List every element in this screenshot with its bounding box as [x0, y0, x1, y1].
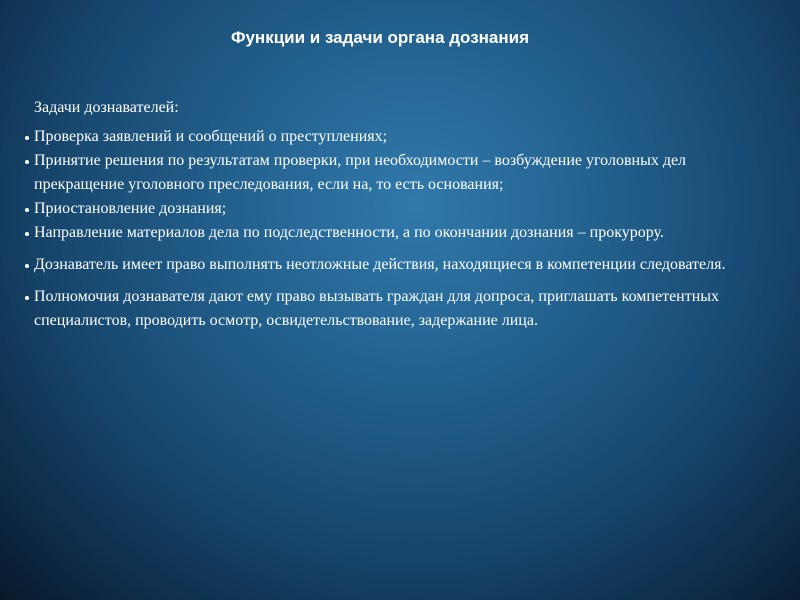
bullet-item	[24, 125, 754, 149]
bullet-dot-icon	[24, 197, 34, 221]
subtitle-colon: :	[174, 99, 179, 116]
bullet-text: Направление материалов дела по подследственности, а по окончании дознания – прокурору.	[34, 224, 664, 241]
bullet-item	[24, 221, 754, 245]
bullet-text: Дознаватель имеет право выполнять неотложные действия, находящиеся в компетенции следователя.	[34, 256, 726, 273]
subtitle	[34, 96, 754, 120]
slide-content	[24, 96, 754, 333]
bullet-dot-icon	[24, 253, 34, 277]
bullet-item	[24, 253, 754, 277]
bullet-text: Проверка заявлений и сообщений о преступлениях;	[34, 128, 388, 145]
bullet-dot-icon	[24, 285, 34, 309]
bullet-item	[24, 197, 754, 221]
subtitle-label: Задачи дознавателей	[34, 99, 175, 116]
bullet-text: Приостановление дознания;	[34, 200, 227, 217]
slide-title: Функции и задачи органа дознания	[230, 28, 530, 47]
bullet-text: Полномочия дознавателя дают ему право вызывать граждан для допроса, приглашать компетентных специалистов, проводить осмотр, освидетельствование, задержание лица.	[34, 288, 720, 329]
bullet-item	[24, 149, 754, 197]
bullet-text: Принятие решения по результатам проверки, при необходимости – возбуждение уголовных дел прекращение уголовного преследования, если на, то есть основания;	[34, 152, 687, 193]
bullet-item	[24, 285, 754, 333]
bullet-dot-icon	[24, 221, 34, 245]
bullet-dot-icon	[24, 149, 34, 173]
bullet-dot-icon	[24, 125, 34, 149]
